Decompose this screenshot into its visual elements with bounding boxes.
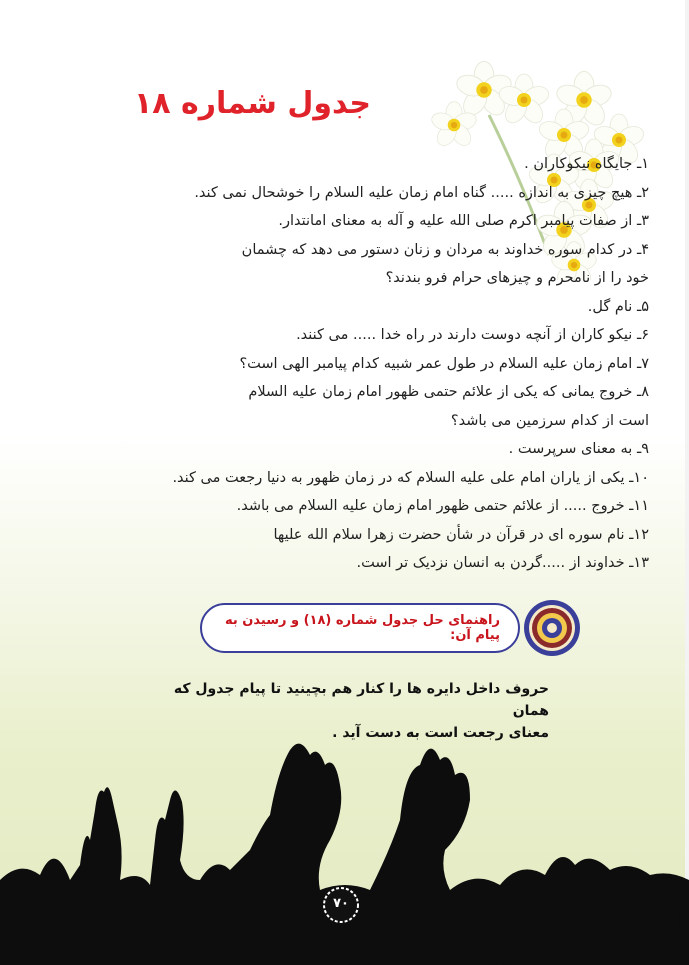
crowd-silhouette <box>0 730 689 965</box>
list-item: ۹ـ به معنای سرپرست . <box>508 441 649 457</box>
list-item: ۳ـ از صفات پیامبر اکرم صلی الله علیه و آله به معنای امانتدار. <box>278 213 649 229</box>
guide-label: راهنمای حل جدول شماره (۱۸) و رسیدن به پیام آن: <box>225 613 500 643</box>
page-number: ۷۰ <box>333 896 349 911</box>
list-item: ۱۲ـ نام سوره ای در قرآن در شأن حضرت زهرا سلام الله علیها <box>273 526 649 543</box>
question-list <box>29 150 649 578</box>
list-item: ۲ـ هیچ چیزی به اندازه ..... گناه امام زمان علیه السلام را خوشحال نمی کند. <box>194 184 649 201</box>
list-item: است از کدام سرزمین می باشد؟ <box>450 412 649 429</box>
list-item: ۱ـ جایگاه نیکوکاران . <box>524 156 649 172</box>
list-item: ۴ـ در کدام سوره خداوند به مردان و زنان دستور می دهد که چشمان <box>241 241 649 258</box>
list-item: ۷ـ امام زمان علیه السلام در طول عمر شبیه کدام پیامبر الهی است؟ <box>239 355 649 372</box>
list-item: ۱۱ـ خروج ..... از علائم حتمی ظهور امام زمان علیه السلام می باشد. <box>236 498 649 514</box>
list-item: ۸ـ خروج یمانی که یکی از علائم حتمی ظهور امام زمان علیه السلام <box>248 384 649 400</box>
list-item: ۶ـ نیکو کاران از آنچه دوست دارند در راه خدا ..... می کنند. <box>296 327 649 343</box>
list-item: خود را از نامحرم و چیزهای حرام فرو بندند؟ <box>385 270 649 286</box>
instruction-line: معنای رجعت است به دست آید . <box>332 725 549 741</box>
medallion-icon <box>523 599 581 657</box>
list-item: ۱۳ـ خداوند از .....گردن به انسان نزدیک تر است. <box>356 555 649 571</box>
instruction-line: حروف داخل دایره ها را کنار هم بچینید تا پیام جدول که همان <box>173 681 549 719</box>
list-item: ۵ـ نام گل. <box>587 298 649 315</box>
guide-box <box>200 603 520 653</box>
page-title: جدول شماره ۱۸ <box>133 86 371 121</box>
list-item: ۱۰ـ یکی از یاران امام علی علیه السلام که در زمان ظهور به دنیا رجعت می کند. <box>172 469 649 486</box>
